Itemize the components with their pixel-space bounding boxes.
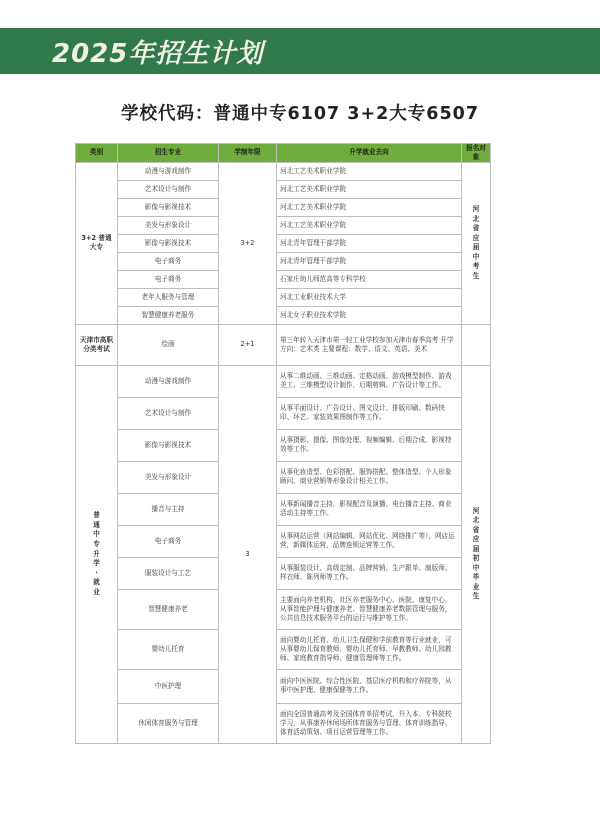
destination-cell: 河北工艺美术职业学院 <box>277 180 462 198</box>
target-text: 河北省应届中考生 <box>472 205 480 280</box>
table-row <box>76 429 491 461</box>
destination-cell: 河北青年管理干部学院 <box>277 234 462 252</box>
major-cell: 美发与形象设计 <box>118 216 219 234</box>
table-row <box>76 629 491 669</box>
target-cell <box>462 365 491 743</box>
destination-cell: 第三年转入天津市第一轻工业学校参加天津市春季高考 升学方向：艺术类 主要课程：数学、语文、英语、美术 <box>277 324 462 365</box>
major-cell: 中医护理 <box>118 669 219 703</box>
destination-cell: 从事新闻播音主持，影视配音及演播、电台播音主持、商业活动主持等工作。 <box>277 493 462 525</box>
destination-cell: 从事摄影、摄像、图像处理、视频编辑、后期合成、影视特效等工作。 <box>277 429 462 461</box>
destination-cell: 面向婴幼儿托育、幼儿卫生保健和学前教育等行业就业，可从事婴幼儿保育教师、婴幼儿托育师、早教教师、幼儿园教师、家庭教育指导师、健康管理师等工作。 <box>277 629 462 669</box>
table-row <box>76 493 491 525</box>
major-cell: 影像与影视技术 <box>118 429 219 461</box>
destination-cell: 河北青年管理干部学院 <box>277 252 462 270</box>
destination-cell: 从事服装设计、高级定制、品牌营销、生产跟单、制版师、样衣师、陈列师等工作。 <box>277 557 462 589</box>
category-cell <box>76 365 118 743</box>
table-row <box>76 198 491 216</box>
table-row <box>76 525 491 557</box>
destination-cell: 河北工艺美术职业学院 <box>277 162 462 180</box>
destination-cell: 河北工艺美术职业学院 <box>277 198 462 216</box>
table-header-row <box>76 144 491 163</box>
school-code: 学校代码：普通中专6107 3+2大专6507 <box>120 104 480 124</box>
table-row <box>76 288 491 306</box>
major-cell: 影像与影视技术 <box>118 198 219 216</box>
table-row <box>76 270 491 288</box>
table-row <box>76 306 491 324</box>
table-row <box>76 461 491 493</box>
major-cell: 老年人服务与管理 <box>118 288 219 306</box>
category-cell: 3+2 普通大专 <box>76 162 118 324</box>
major-cell: 休闲体育服务与管理 <box>118 703 219 743</box>
target-cell-empty <box>462 324 491 365</box>
major-cell: 动漫与游戏制作 <box>118 365 219 397</box>
major-cell: 艺术设计与制作 <box>118 180 219 198</box>
destination-cell: 从事网站运营（网站编辑、网站优化、网络推广等），网店运营，新媒体运营，品牌连锁运营等工作。 <box>277 525 462 557</box>
column-header: 升学就业去向 <box>277 144 462 163</box>
page-title: 2025年招生计划 <box>52 39 264 69</box>
table-row <box>76 365 491 397</box>
destination-cell: 面向全国普通高考及全国体育单招考试，升入本、专科院校学习，从事康养休闲场所体育服务与管理、体育训练指导、体育活动策划、项目运营管理等工作。 <box>277 703 462 743</box>
major-cell: 动漫与游戏制作 <box>118 162 219 180</box>
table-row <box>76 669 491 703</box>
destination-cell: 河北工业职业技术大学 <box>277 288 462 306</box>
target-cell <box>462 162 491 324</box>
years-cell: 2+1 <box>219 324 277 365</box>
major-cell: 智慧健康养老服务 <box>118 306 219 324</box>
table-row <box>76 557 491 589</box>
table-row <box>76 703 491 743</box>
category-text: 普通中专升学·就业 <box>93 511 100 596</box>
table-row <box>76 162 491 180</box>
table-row <box>76 252 491 270</box>
years-cell: 3 <box>219 365 277 743</box>
table-row <box>76 397 491 429</box>
destination-cell: 河北女子职业技术学院 <box>277 306 462 324</box>
column-header: 学制年限 <box>219 144 277 163</box>
table-row <box>76 216 491 234</box>
major-cell: 服装设计与工艺 <box>118 557 219 589</box>
major-cell: 播音与主持 <box>118 493 219 525</box>
destination-cell: 从事平面设计、广告设计、图文设计、排版印刷、数码快印、环艺、家装效果图制作等工作。 <box>277 397 462 429</box>
major-cell: 艺术设计与制作 <box>118 397 219 429</box>
header-banner <box>0 28 600 74</box>
table-row <box>76 180 491 198</box>
category-cell: 天津市高职分类考试 <box>76 324 118 365</box>
column-header: 招生专业 <box>118 144 219 163</box>
enrollment-table <box>75 143 491 744</box>
table-row <box>76 324 491 365</box>
destination-cell: 主要面向养老机构、社区养老服务中心、医院、康复中心，从事智能护理与健康养老、智慧健康养老数据管理与服务，公共信息技术服务平台的运行与维护等工作。 <box>277 589 462 629</box>
major-cell: 影像与影视技术 <box>118 234 219 252</box>
target-text: 河北省应届初中毕业生 <box>472 506 480 601</box>
column-header: 报名对象 <box>462 144 491 163</box>
destination-cell: 从事二维动画、三维动画、定格动画、游戏模型制作、游戏美工、三维模型设计制作、后期剪辑、广告设计等工作。 <box>277 365 462 397</box>
column-header: 类别 <box>76 144 118 163</box>
major-cell: 美发与形象设计 <box>118 461 219 493</box>
years-cell: 3+2 <box>219 162 277 324</box>
major-cell: 绘画 <box>118 324 219 365</box>
destination-cell: 石家庄幼儿师范高等专科学校 <box>277 270 462 288</box>
major-cell: 电子商务 <box>118 270 219 288</box>
major-cell: 婴幼儿托育 <box>118 629 219 669</box>
table-row <box>76 589 491 629</box>
destination-cell: 从事化妆造型、色彩搭配、服饰搭配、整体造型、个人形象顾问、商业营销等形象设计相关工作。 <box>277 461 462 493</box>
destination-cell: 河北工艺美术职业学院 <box>277 216 462 234</box>
major-cell: 智慧健康养老 <box>118 589 219 629</box>
major-cell: 电子商务 <box>118 252 219 270</box>
destination-cell: 面向中医医院、综合性医院、基层医疗机构和疗养院等，从事中医护理、健康保健等工作。 <box>277 669 462 703</box>
table-row <box>76 234 491 252</box>
major-cell: 电子商务 <box>118 525 219 557</box>
